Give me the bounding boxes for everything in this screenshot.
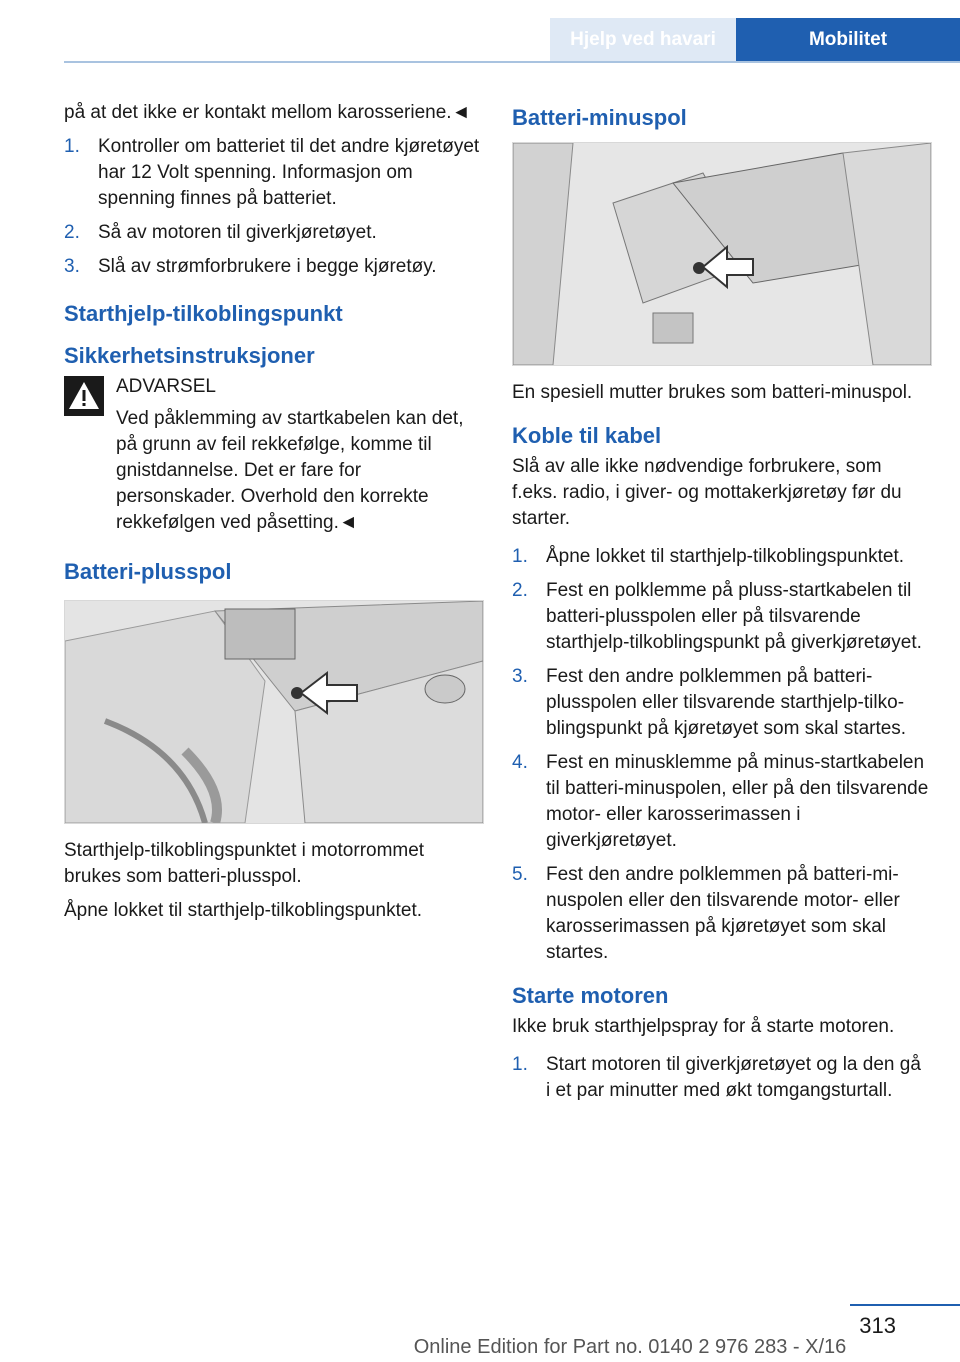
engine-bay-plus-image — [64, 600, 484, 824]
warning-icon — [64, 376, 104, 416]
edition-footer: Online Edition for Part no. 0140 2 976 283 - X/16 — [413, 1336, 847, 1358]
intro-text: på at det ikke er kontakt mellom karosseriene.◄ — [64, 102, 471, 123]
heading-starte: Starte motoren — [512, 983, 669, 1008]
step-text: Åpne lokket til starthjelp-tilkoblingspunktet. — [546, 546, 905, 567]
plus-open-text: Åpne lokket til starthjelp-tilkoblingspunktet. — [64, 900, 423, 921]
step-number: 5. — [512, 864, 528, 885]
step-text: Fest den andre polklemmen på batteri-minuspolen eller den tilsvarende motor- eller karosserimassen på kjøretøyet som skal startes. — [546, 864, 900, 963]
heading-plusspol: Batteri-plusspol — [64, 559, 232, 584]
step-number: 1. — [512, 546, 528, 567]
engine-bay-minus-image — [512, 142, 932, 366]
minus-caption: En spesiell mutter brukes som batteri-minuspol. — [512, 382, 913, 403]
plus-caption: Starthjelp-tilkoblingspunktet i motorrommet brukes som batteri-plusspol. — [64, 840, 425, 887]
step-text: Start motoren til giverkjøretøyet og la den gå i et par minutter med økt tomgangsturtall. — [546, 1054, 921, 1101]
step-number: 2. — [512, 580, 528, 601]
step-text: Slå av strømforbrukere i begge kjøretøy. — [98, 256, 437, 277]
warning-title: ADVARSEL — [116, 376, 216, 397]
left-column — [64, 100, 482, 932]
list-item — [512, 578, 930, 656]
list-item — [512, 664, 930, 742]
heading-starthjelp: Starthjelp-tilkoblingspunkt — [64, 301, 343, 326]
step-number: 3. — [64, 256, 80, 277]
list-item — [64, 254, 482, 280]
list-item — [64, 134, 482, 212]
header-tab-mobilitet[interactable]: Mobilitet — [736, 18, 960, 61]
precheck-steps — [64, 134, 482, 280]
step-number: 2. — [64, 222, 80, 243]
step-text: Fest en polklemme på pluss-startkabelen til batteri-plusspolen eller på tilsvarende starthjelp-tilkoblingspunkt på giverkjøretøyet. — [546, 580, 922, 653]
koble-steps — [512, 544, 930, 966]
step-number: 1. — [512, 1054, 528, 1075]
warning-block — [64, 374, 482, 536]
list-item — [512, 750, 930, 854]
heading-koble: Koble til kabel — [512, 423, 662, 448]
step-text: Fest en minusklemme på minus-startkabelen til batteri-minuspolen, eller på den tilsvarende motor- eller karosserimassen i giverkjøretøyet. — [546, 752, 929, 851]
step-text: Så av motoren til giverkjøretøyet. — [98, 222, 377, 243]
step-number: 1. — [64, 136, 80, 157]
header-rule — [64, 61, 960, 63]
koble-intro: Slå av alle ikke nødvendige forbrukere, som f.eks. radio, i giver- og mottakerkjøretøy før du starter. — [512, 456, 902, 529]
list-item — [512, 1052, 930, 1104]
starte-intro: Ikke bruk starthjelpspray for å starte motoren. — [512, 1016, 895, 1037]
step-text: Fest den andre polklemmen på batteri-plusspolen eller tilsvarende starthjelp-tilkoblingspunkt på kjøretøyet som skal startes. — [546, 666, 907, 739]
footer-rule — [850, 1304, 960, 1306]
starte-steps — [512, 1052, 930, 1104]
heading-safety: Sikkerhetsinstruksjoner — [64, 343, 315, 368]
right-column — [512, 100, 930, 1114]
step-number: 3. — [512, 666, 528, 687]
warning-text: Ved påklemming av startkabelen kan det, på grunn av feil rekkefølge, komme til gnistdannelse. Det er fare for personskader. Overhold den korrekte rekkefølgen ved påsetting.◄ — [116, 408, 464, 533]
list-item — [512, 544, 930, 570]
step-text: Kontroller om batteriet til det andre kjøretøyet har 12 Volt spenning. Informasjon om spenning finnes på batteriet. — [98, 136, 480, 209]
heading-minuspol: Batteri-minuspol — [512, 105, 687, 130]
list-item — [512, 862, 930, 966]
list-item — [64, 220, 482, 246]
page-number: 313 — [859, 1313, 896, 1338]
header-tab-hjelp[interactable]: Hjelp ved havari — [550, 18, 736, 61]
step-number: 4. — [512, 752, 528, 773]
